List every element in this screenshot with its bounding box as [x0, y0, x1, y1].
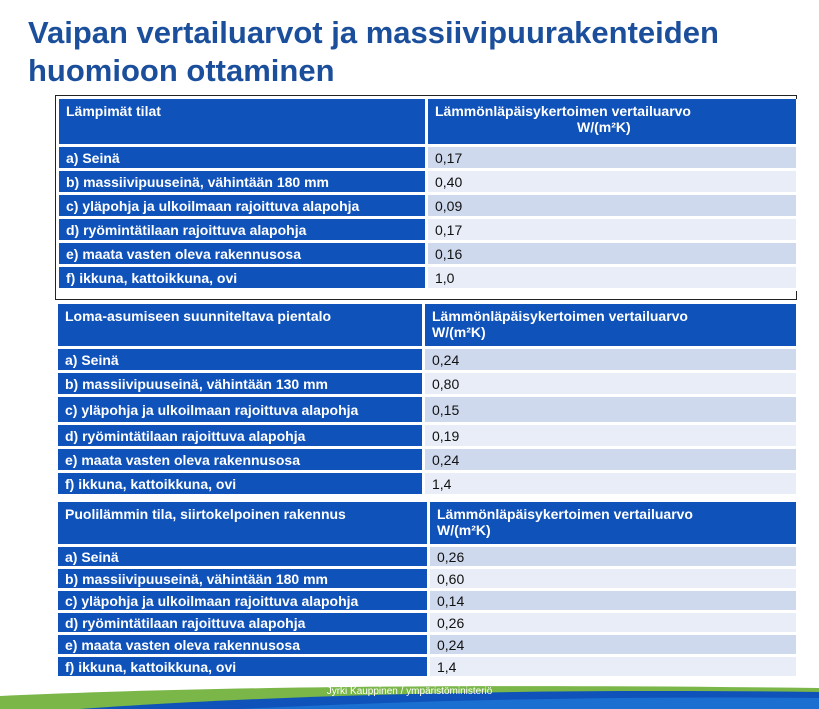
- table-row-label: e) maata vasten oleva rakennusosa: [58, 635, 430, 657]
- table-row-label: e) maata vasten oleva rakennusosa: [59, 243, 428, 267]
- table-header-u-value: [425, 304, 799, 349]
- table-row-value: 0,26: [430, 547, 799, 569]
- table-row-label: a) Seinä: [59, 147, 428, 171]
- table-frame-holiday-house: [58, 304, 800, 494]
- table-row-value: 0,09: [428, 195, 799, 219]
- table-row-label: c) yläpohja ja ulkoilmaan rajoittuva alapohja: [58, 397, 425, 425]
- slide-title-line2: huomioon ottaminen: [28, 53, 335, 88]
- table-row-label: f) ikkuna, kattoikkuna, ovi: [59, 267, 428, 291]
- header-u-value-unit: W/(m²K): [432, 324, 486, 340]
- table-row-value: 0,17: [428, 219, 799, 243]
- table-row-value: 1,4: [430, 657, 799, 679]
- header-u-value-line1: Lämmönläpäisykertoimen vertailuarvo: [435, 103, 691, 119]
- header-u-value-line1: Lämmönläpäisykertoimen vertailuarvo: [432, 308, 688, 324]
- table-row-label: f) ikkuna, kattoikkuna, ovi: [58, 473, 425, 497]
- table-semi-warm: [58, 502, 799, 679]
- table-row-label: f) ikkuna, kattoikkuna, ovi: [58, 657, 430, 679]
- table-row-label: b) massiivipuuseinä, vähintään 130 mm: [58, 373, 425, 397]
- table-row-label: d) ryömintätilaan rajoittuva alapohja: [58, 613, 430, 635]
- table-row-label: c) yläpohja ja ulkoilmaan rajoittuva alapohja: [59, 195, 428, 219]
- table-header-space-type: Puolilämmin tila, siirtokelpoinen rakennus: [58, 502, 430, 547]
- table-holiday-house: [58, 304, 799, 497]
- table-row-value: 0,26: [430, 613, 799, 635]
- table-row-label: d) ryömintätilaan rajoittuva alapohja: [59, 219, 428, 243]
- table-row-label: b) massiivipuuseinä, vähintään 180 mm: [58, 569, 430, 591]
- slide-title: [28, 14, 808, 90]
- table-header-u-value: [428, 99, 799, 147]
- table-row-label: e) maata vasten oleva rakennusosa: [58, 449, 425, 473]
- table-row-value: 1,0: [428, 267, 799, 291]
- table-header-u-value: [430, 502, 799, 547]
- table-row-value: 0,24: [425, 449, 799, 473]
- table-frame-warm-spaces: [55, 95, 797, 300]
- table-row-value: 1,4: [425, 473, 799, 497]
- table-row-label: a) Seinä: [58, 349, 425, 373]
- header-u-value-line1: Lämmönläpäisykertoimen vertailuarvo: [437, 506, 693, 522]
- table-row-label: b) massiivipuuseinä, vähintään 180 mm: [59, 171, 428, 195]
- table-row-value: 0,24: [430, 635, 799, 657]
- table-row-value: 0,60: [430, 569, 799, 591]
- header-u-value-unit: W/(m²K): [437, 522, 491, 538]
- table-row-value: 0,16: [428, 243, 799, 267]
- slide-title-line1: Vaipan vertailuarvot ja massiivipuurakenteiden: [28, 15, 719, 50]
- footer-author: Jyrki Kauppinen / ympäristöministeriö: [326, 686, 493, 697]
- table-row-value: 0,24: [425, 349, 799, 373]
- table-row-value: 0,80: [425, 373, 799, 397]
- table-warm-spaces: [59, 99, 799, 291]
- header-u-value-unit: W/(m²K): [577, 119, 631, 135]
- table-row-label: c) yläpohja ja ulkoilmaan rajoittuva alapohja: [58, 591, 430, 613]
- table-row-value: 0,19: [425, 425, 799, 449]
- table-header-space-type: Lämpimät tilat: [59, 99, 428, 147]
- table-row-value: 0,40: [428, 171, 799, 195]
- table-row-label: a) Seinä: [58, 547, 430, 569]
- table-row-value: 0,17: [428, 147, 799, 171]
- table-row-value: 0,14: [430, 591, 799, 613]
- table-row-value: 0,15: [425, 397, 799, 425]
- table-row-label: d) ryömintätilaan rajoittuva alapohja: [58, 425, 425, 449]
- table-frame-semi-warm: [58, 502, 800, 682]
- table-header-space-type: Loma-asumiseen suunniteltava pientalo: [58, 304, 425, 349]
